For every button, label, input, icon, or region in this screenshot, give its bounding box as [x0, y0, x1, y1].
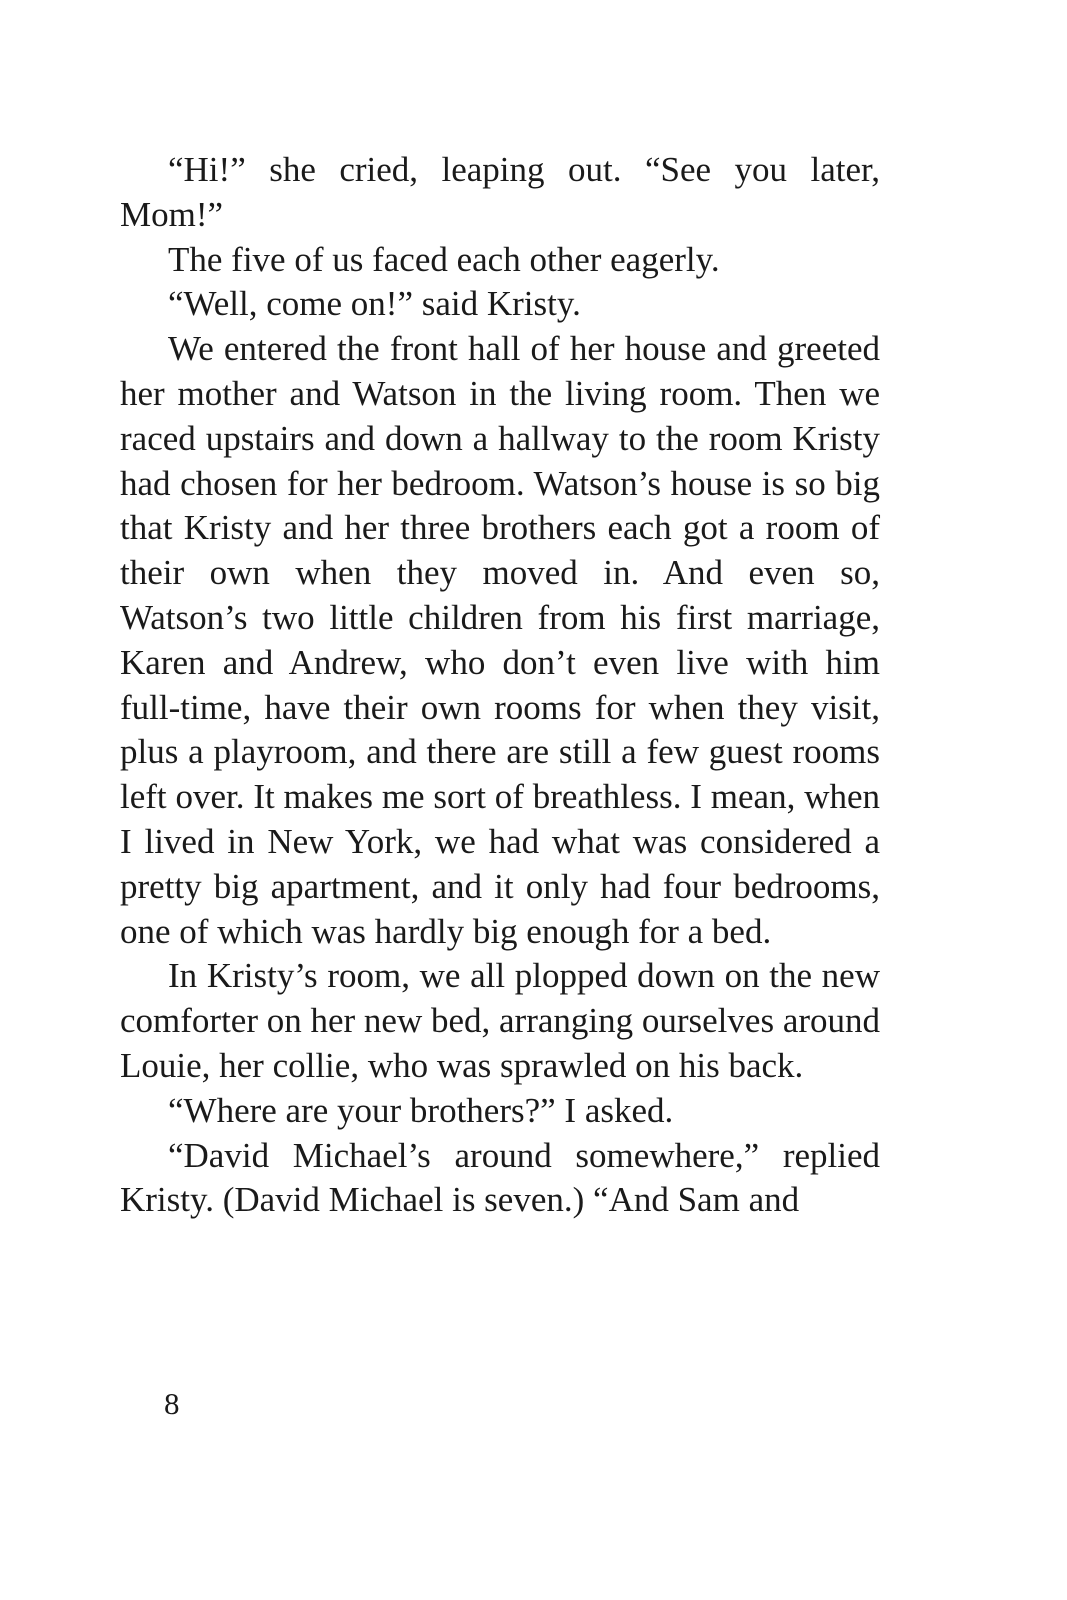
paragraph-4: We entered the front hall of her house and greeted her mother and Watson in the living room. Then we raced upstairs and down a hallway to the room Kristy had chosen for her bedroom. Watson’s house is so big that Kristy and her three brothers each got a room of their own when they moved in. And even so, Watson’s two little children from his first marriage, Karen and Andrew, who don’t even live with him full-time, have their own rooms for when they visit, plus a playroom, and there are still a few guest rooms left over. It makes me sort of breathless. I mean, when I lived in New York, we had what was considered a pretty big apartment, and it only had four bedrooms, one of which was hardly big enough for a bed.: [120, 329, 880, 951]
paragraph-7: “David Michael’s around somewhere,” replied Kristy. (David Michael is seven.) “And Sam and: [120, 1135, 880, 1220]
page-body-text: [120, 148, 880, 1223]
paragraph-1: “Hi!” she cried, leaping out. “See you later, Mom!”: [120, 150, 880, 234]
paragraph-5: In Kristy’s room, we all plopped down on the new comforter on her new bed, arranging ourselves around Louie, her collie, who was sprawled on his back.: [120, 956, 881, 1085]
paragraph-3: “Well, come on!” said Kristy.: [168, 284, 581, 324]
paragraph-2: The five of us faced each other eagerly.: [168, 239, 720, 279]
page-number: 8: [164, 1386, 180, 1421]
paragraph-6: “Where are your brothers?” I asked.: [168, 1090, 674, 1130]
